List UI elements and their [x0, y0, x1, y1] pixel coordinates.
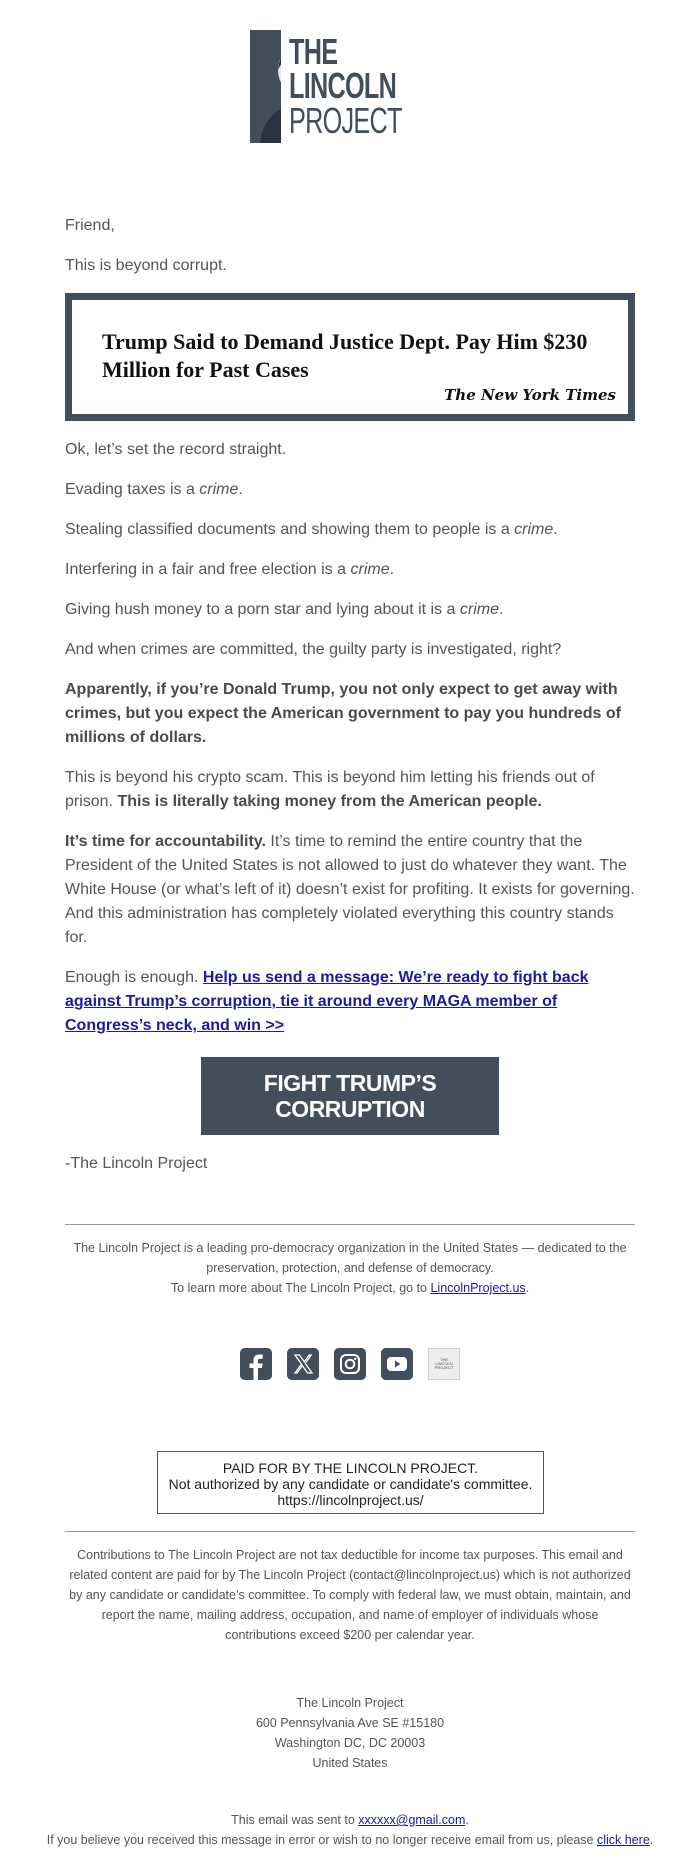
unsubscribe-link[interactable]: click here — [596, 1833, 650, 1847]
disclaimer-divider — [65, 1531, 635, 1532]
footer-divider — [65, 1224, 635, 1225]
facebook-icon[interactable] — [240, 1348, 272, 1380]
body-p9: It’s time for accountability. It’s time to remind the entire country that the President of the United States is not allowed to just do whatever they want. The White House (or what’s left of it) doesn’t exist for profiting. It exists for governing. And this administration has completely violated everything this country stands for. — [65, 833, 635, 946]
tax-disclaimer: Contributions to The Lincoln Project are not tax deductible for income tax purposes. This email and related content are paid for by The Lincoln Project (contact@lincolnproject.us) which is not authorized by any candidate or candidate’s committee. To comply with federal law, we must obtain, maintain, and report the name, mailing address, occupation, and name of employer of individuals whose contributions exceed $200 per calendar year. — [69, 1548, 631, 1642]
logo-wordmark — [288, 31, 450, 141]
body-p10: Enough is enough. Help us send a message: We’re ready to fight back against Trump’s corruption, tie it around every MAGA member of Congress’s neck, and win >> — [65, 969, 589, 1034]
body-p4: Interfering in a fair and free election is a crime. — [65, 561, 395, 578]
social-links — [240, 1348, 460, 1380]
lincolnproject-link[interactable]: LincolnProject.us — [430, 1281, 526, 1295]
lincoln-portrait-icon — [250, 30, 281, 143]
body-p7: Apparently, if you’re Donald Trump, you not only expect to get away with crimes, but you expect the American government to pay you hundreds of millions of dollars. — [65, 681, 621, 746]
body-p6: And when crimes are committed, the guilty party is investigated, right? — [65, 641, 562, 658]
youtube-icon[interactable] — [381, 1348, 413, 1380]
body-p8: This is beyond his crypto scam. This is beyond him letting his friends out of prison. This is literally taking money from the American people. — [65, 769, 595, 810]
instagram-icon[interactable] — [334, 1348, 366, 1380]
body-p1: Ok, let’s set the record straight. — [65, 441, 287, 458]
mailing-address: The Lincoln Project 600 Pennsylvania Ave SE #15180 Washington DC, DC 20003 United States — [255, 1696, 445, 1770]
intro-line: This is beyond corrupt. — [65, 257, 227, 274]
body-p5: Giving hush money to a porn star and lying about it is a crime. — [65, 601, 504, 618]
recipient-email-link[interactable]: xxxxxx@gmail.com — [358, 1813, 466, 1827]
body-p2: Evading taxes is a crime. — [65, 481, 243, 498]
greeting: Friend, — [65, 217, 115, 234]
email-footer: This email was sent to xxxxxx@gmail.com. If you believe you received this message in error or wish to no longer receive email from us, please click here. — [46, 1813, 654, 1847]
logo-line-1: THE — [288, 31, 338, 73]
body-p3: Stealing classified documents and showing them to people is a crime. — [65, 521, 558, 538]
nyt-logo: The New York Times — [444, 386, 616, 404]
x-icon[interactable] — [287, 1348, 319, 1380]
fight-corruption-button[interactable]: FIGHT TRUMP’S CORRUPTION — [201, 1057, 499, 1135]
about-text: The Lincoln Project is a leading pro-democracy organization in the United States — dedicated to the preservation, protection, and defense of democracy. To learn more about The Lincoln Project, go to LincolnProject.us. — [73, 1241, 627, 1295]
headline-card[interactable] — [65, 293, 635, 421]
logo-line-2: LINCOLN — [288, 65, 397, 107]
lincoln-project-logo — [250, 30, 450, 143]
headline-text: Trump Said to Demand Justice Dept. Pay Him $230 Million for Past Cases — [102, 329, 588, 382]
lincoln-project-icon[interactable]: THE LINCOLN PROJECT — [428, 1348, 460, 1380]
donate-link[interactable]: Help us send a message: We’re ready to fight back against Trump’s corruption, tie it around every MAGA member of Congress’s neck, and win >> — [65, 969, 589, 1034]
paid-for-disclaimer: PAID FOR BY THE LINCOLN PROJECT. Not authorized by any candidate or candidate's committee. https://lincolnproject.us/ — [157, 1451, 544, 1514]
logo-line-3: PROJECT — [288, 99, 402, 141]
signoff: -The Lincoln Project — [65, 1155, 208, 1172]
